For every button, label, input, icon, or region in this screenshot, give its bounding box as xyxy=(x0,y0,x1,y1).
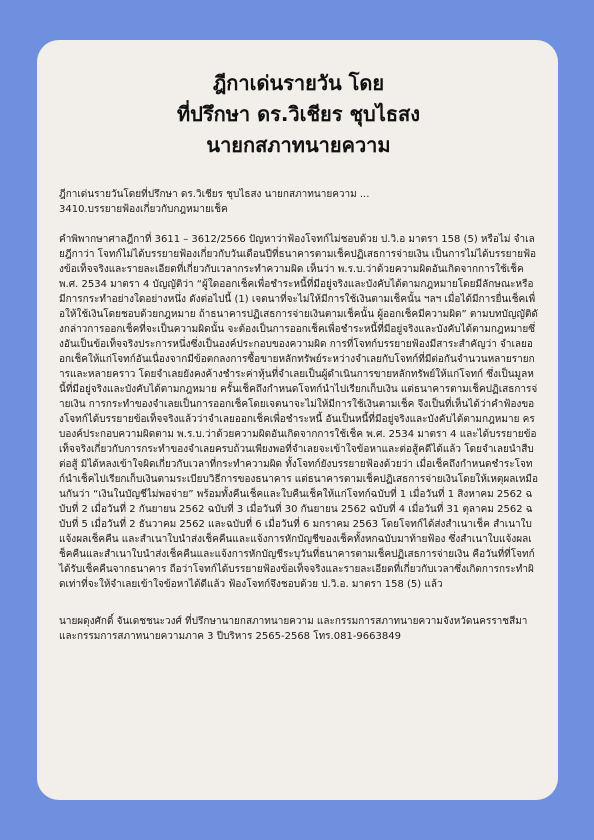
title-line-1: ฎีกาเด่นรายวัน โดย xyxy=(212,71,385,95)
page-title xyxy=(59,68,538,161)
article-body: คำพิพากษาศาลฎีกาที่ 3611 – 3612/2566 ปัญหาว่าฟ้องโจทก์ไม่ชอบด้วย ป.วิ.อ มาตรา 158 (5) หรือไม่ จำเลยฎีกาว่า โจทก์ไม่ได้บรรยายฟ้องเกี่ยวกับวันเดือนปีที่ธนาคารตามเช็คปฏิเสธการจ่ายเงิน เป็นการไม่ได้บรรยายฟ้องข้อเท็จจริงและรายละเอียดที่เกี่ยวกับเวลากระทำความผิด เห็นว่า พ.ร.บ.ว่าด้วยความผิดอันเกิดจากการใช้เช็ค พ.ศ. 2534 มาตรา 4 บัญญัติว่า “ผู้ใดออกเช็คเพื่อชำระหนี้ที่มีอยู่จริงและบังคับได้ตามกฎหมายโดยมีลักษณะหรือมีการกระทำอย่างใดอย่างหนึ่ง ดังต่อไปนี้ (1) เจตนาที่จะไม่ให้มีการใช้เงินตามเช็คนั้น ฯลฯ เมื่อได้มีการยื่นเช็คเพื่อให้ใช้เงินโดยชอบด้วยกฎหมาย ถ้าธนาคารปฏิเสธการจ่ายเงินตามเช็คนั้น ผู้ออกเช็คมีความผิด” ตามบทบัญญัติดังกล่าวการออกเช็คที่จะเป็นความผิดนั้น จะต้องเป็นการออกเช็คเพื่อชำระหนี้ที่มีอยู่จริงและบังคับได้ตามกฎหมายซึ่งอันเป็นข้อเท็จจริงประการหนึ่งซึ่งเป็นองค์ประกอบของความผิด การที่โจทก์บรรยายฟ้องมีสาระสำคัญว่า จำเลยออกเช็คให้แก่โจทก์อันเนื่องจากมีข้อตกลงการซื้อขายหลักทรัพย์ระหว่างจำเลยกับโจทก์ที่มีต่อกันจำนวนหลายรายการและหลายคราว โดยจำเลยยังคงค้างชำระค่าหุ้นที่จำเลยเป็นผู้ดำเนินการขายหลักทรัพย์ให้แก่โจทก์ ซึ่งเป็นมูลหนี้ที่มีอยู่จริงและบังคับได้ตามกฎหมาย ครั้นเช็คถึงกำหนดโจทก์นำไปเรียกเก็บเงิน แต่ธนาคารตามเช็คปฏิเสธการจ่ายเงิน การกระทำของจำเลยเป็นการออกเช็คโดยเจตนาจะไม่ให้มีการใช้เงินตามเช็ค จึงเป็นที่เห็นได้ว่าคำฟ้องของโจทก์ได้บรรยายข้อเท็จจริงแล้วว่าจำเลยออกเช็คเพื่อชำระหนี้ อันเป็นหนี้ที่มีอยู่จริงและบังคับได้ตามกฎหมาย ครบองค์ประกอบความผิดตาม พ.ร.บ.ว่าด้วยความผิดอันเกิดจากการใช้เช็ค พ.ศ. 2534 มาตรา 4 และได้บรรยายข้อเท็จจริงเกี่ยวกับการกระทำของจำเลยครบถ้วนเพียงพอที่จำเลยจะเข้าใจข้อหาและต่อสู้คดีได้แล้ว โดยจำเลยนำสืบต่อสู้ มิได้หลงเข้าใจผิดเกี่ยวกับเวลาที่กระทำความผิด ทั้งโจทก์ยังบรรยายฟ้องด้วยว่า เมื่อเช็คถึงกำหนดชำระโจทก์นำเช็คไปเรียกเก็บเงินตามระเบียบวิธีการของธนาคาร แต่ธนาคารตามเช็คปฏิเสธการจ่ายเงินโดยให้เหตุผลเหมือนกันว่า “เงินในบัญชีไม่พอจ่าย” พร้อมทั้งคืนเช็คและใบคืนเช็คให้แก่โจทก์ฉบับที่ 1 เมื่อวันที่ 1 สิงหาคม 2562 ฉบับที่ 2 เมื่อวันที่ 2 กันยายน 2562 ฉบับที่ 3 เมื่อวันที่ 30 กันยายน 2562 ฉบับที่ 4 เมื่อวันที่ 31 ตุลาคม 2562 ฉบับที่ 5 เมื่อวันที่ 2 ธันวาคม 2562 และฉบับที่ 6 เมื่อวันที่ 6 มกราคม 2563 โดยโจทก์ได้ส่งสำเนาเช็ค สำเนาใบแจ้งผลเช็คคืน และสำเนาใบนำส่งเช็คคืนและแจ้งการหักบัญชีของเช็คทั้งหกฉบับมาท้ายฟ้อง ซึ่งสำเนาใบแจ้งผลเช็คคืนและสำเนาใบนำส่งเช็คคืนและแจ้งการหักบัญชีระบุวันที่ธนาคารตามเช็คปฏิเสธการจ่ายเงิน คือวันที่ที่โจทก์ได้รับเช็คคืนจากธนาคาร ถือว่าโจทก์ได้บรรยายฟ้องข้อเท็จจริงและรายละเอียดที่เกี่ยวกับเวลาซึ่งเกิดการกระทำผิดเท่าที่จะให้จำเลยเข้าใจข้อหาได้ดีแล้ว ฟ้องโจทก์จึงชอบด้วย ป.วิ.อ. มาตรา 158 (5) แล้ว xyxy=(59,234,539,590)
article-card xyxy=(37,40,558,800)
intro-line-2: 3410.บรรยายฟ้องเกี่ยวกับกฎหมายเช็ค xyxy=(59,204,228,215)
intro-line-1: ฎีกาเด่นรายวันโดยที่ปรึกษา ดร.วิเชียร ชุบไธสง นายกสภาทนายความ ... xyxy=(59,189,370,200)
title-line-3: นายกสภาทนายความ xyxy=(206,133,391,157)
title-line-2: ที่ปรึกษา ดร.วิเชียร ชุบไธสง xyxy=(176,102,420,126)
intro-block xyxy=(59,187,538,217)
author-footer: นายผดุงศักดิ์ จันเดชชนะวงศ์ ที่ปรึกษานายกสภาทนายความ และกรรมการสภาทนายความจังหวัดนครราชสีมา และกรรมการสภาทนายความภาค 3 ปีบริหาร 2565-2568 โทร.081-9663849 xyxy=(59,616,528,642)
